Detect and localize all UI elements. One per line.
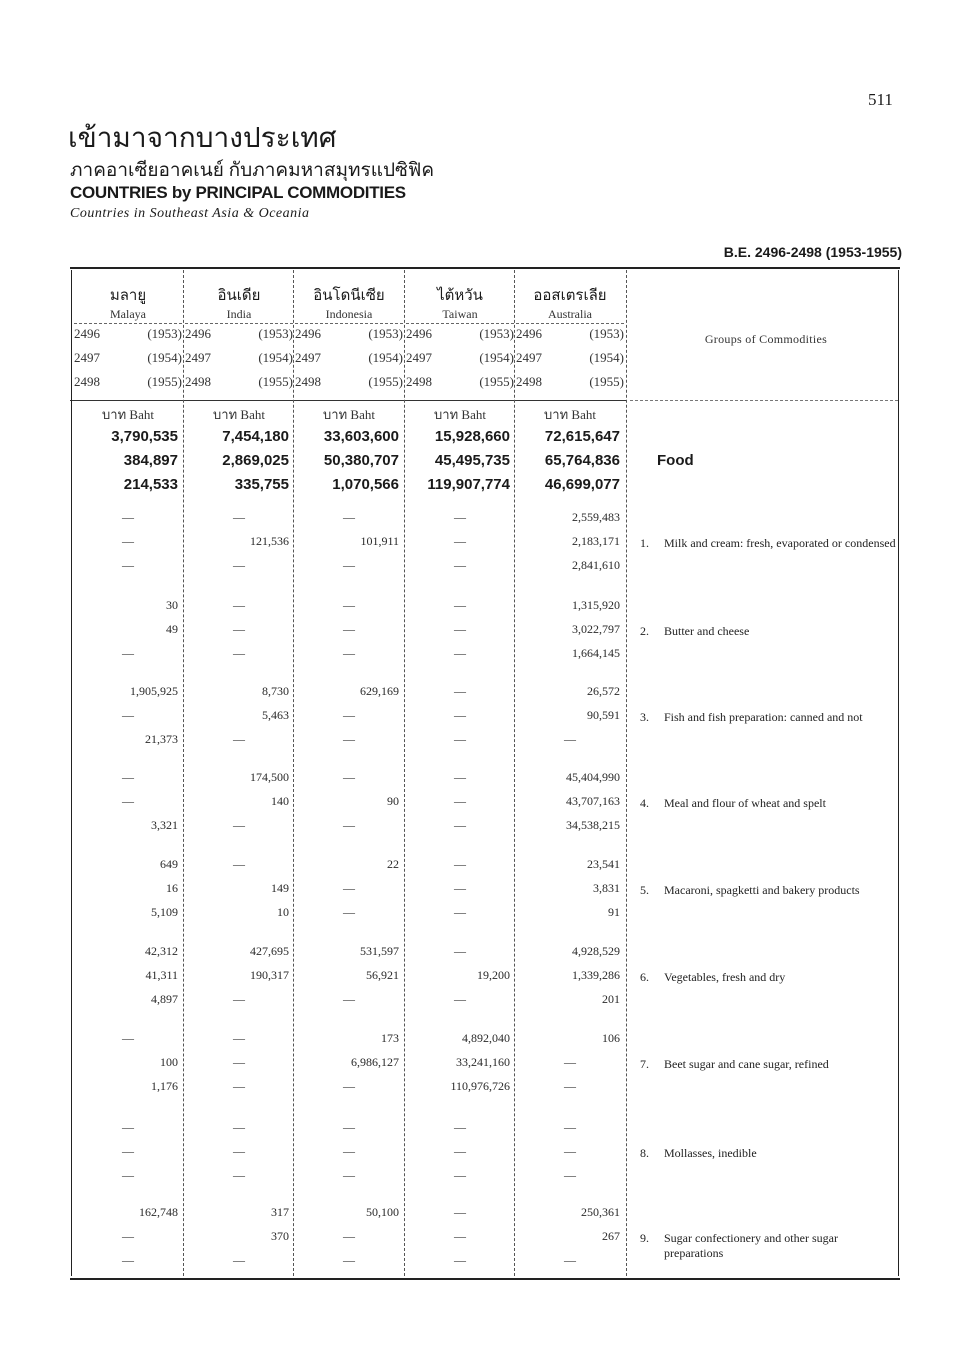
year-be: 2498 [185,374,211,389]
empty-cell: — [233,622,245,636]
empty-cell: — [454,944,466,958]
table-cell: 190,317 [250,968,289,982]
empty-cell: — [454,857,466,871]
commodity-label [640,624,896,639]
table-cell: 317 [271,1205,289,1219]
empty-cell: — [233,510,245,524]
empty-cell: — [564,1144,576,1158]
year-label [295,350,403,366]
table-cell: 91 [608,905,620,919]
column-header [185,283,293,324]
column-header-english: Taiwan [406,307,514,324]
year-ce: (1953) [147,326,182,341]
empty-cell: — [564,1055,576,1069]
food-total-value: 7,454,180 [222,428,289,445]
empty-cell: — [454,770,466,784]
empty-cell: — [122,510,134,524]
unit-label: บาท Baht [323,407,375,422]
food-total-value: 45,495,735 [434,452,510,469]
column-header [406,283,514,324]
empty-cell: — [343,881,355,895]
empty-cell: — [454,1229,466,1243]
empty-cell: — [233,1168,245,1182]
empty-cell: — [343,1144,355,1158]
empty-cell: — [454,732,466,746]
column-divider [404,270,405,1276]
table-cell: 106 [602,1031,620,1045]
year-ce: (1955) [147,374,182,389]
empty-cell: — [454,794,466,808]
column-header-english: Indonesia [295,307,403,324]
year-be: 2496 [516,326,542,341]
empty-cell: — [454,558,466,572]
empty-cell: — [122,1144,134,1158]
table-cell: 149 [271,881,289,895]
empty-cell: — [343,646,355,660]
year-ce: (1954) [479,350,514,365]
food-total-value: 214,533 [123,476,178,493]
empty-cell: — [343,510,355,524]
empty-cell: — [454,708,466,722]
empty-cell: — [122,1229,134,1243]
table-cell: 33,241,160 [456,1055,510,1069]
column-header [516,283,624,324]
empty-cell: — [343,770,355,784]
empty-cell: — [122,794,134,808]
empty-cell: — [454,622,466,636]
empty-cell: — [343,708,355,722]
empty-cell: — [233,1253,245,1267]
table-cell: 121,536 [250,534,289,548]
table-cell: 21,373 [145,732,178,746]
empty-cell: — [122,1253,134,1267]
food-total-value: 15,928,660 [434,428,510,445]
empty-cell: — [454,646,466,660]
table-cell: 43,707,163 [566,794,620,808]
year-label [74,326,182,342]
empty-cell: — [233,558,245,572]
column-header [295,283,403,324]
column-header-english: Malaya [74,307,182,324]
commodity-name: Vegetables, fresh and dry [664,970,786,984]
table-cell: 531,597 [360,944,399,958]
table-cell: 4,928,529 [572,944,620,958]
empty-cell: — [454,510,466,524]
empty-cell: — [343,1253,355,1267]
year-ce: (1955) [479,374,514,389]
commodity-name: Butter and cheese [664,624,750,638]
empty-cell: — [233,992,245,1006]
commodity-label [640,710,896,725]
column-divider [626,270,627,1276]
empty-cell: — [122,646,134,660]
column-header-english: India [185,307,293,324]
year-ce: (1954) [147,350,182,365]
page-subtitle-thai: ภาคอาเซียอาคเนย์ กับภาคมหาสมุทรแปซิฟิค [70,160,435,181]
table-cell: 90,591 [587,708,620,722]
year-be: 2496 [74,326,100,341]
table-cell: 1,315,920 [572,598,620,612]
year-be: 2498 [74,374,100,389]
empty-cell: — [233,646,245,660]
empty-cell: — [343,992,355,1006]
table-cell: 49 [166,622,178,636]
table-cell: 5,463 [262,708,289,722]
table-cell: 5,109 [151,905,178,919]
empty-cell: — [564,1253,576,1267]
table-left-border [71,270,72,1276]
year-be: 2498 [295,374,321,389]
empty-cell: — [343,1120,355,1134]
column-header-thai: อินเดีย [217,288,261,304]
table-cell: 629,169 [360,684,399,698]
table-cell: 8,730 [262,684,289,698]
empty-cell: — [454,881,466,895]
commodity-label [640,1231,896,1261]
empty-cell: — [233,818,245,832]
empty-cell: — [122,1120,134,1134]
table-top-rule [70,267,900,269]
commodity-label [640,796,896,811]
table-cell: 90 [387,794,399,808]
table-cell: 3,022,797 [572,622,620,636]
table-cell: 250,361 [581,1205,620,1219]
food-total-value: 50,380,707 [323,452,399,469]
empty-cell: — [454,598,466,612]
empty-cell: — [233,1055,245,1069]
empty-cell: — [233,857,245,871]
commodity-name: Milk and cream: fresh, evaporated or condensed [664,536,896,550]
column-divider [514,270,515,1276]
groups-of-commodities-header: Groups of Commodities [704,332,828,346]
column-header-thai: อินโดนีเซีย [313,288,385,304]
commodity-name: Macaroni, spagketti and bakery products [664,883,860,897]
table-cell: 201 [602,992,620,1006]
food-total-value: 119,907,774 [427,476,510,493]
food-total-value: 65,764,836 [544,452,620,469]
year-ce: (1953) [368,326,403,341]
table-cell: 6,986,127 [351,1055,399,1069]
column-divider [293,270,294,1276]
empty-cell: — [122,1168,134,1182]
year-be: 2497 [406,350,432,365]
page-number: 511 [868,90,893,109]
empty-cell: — [454,1120,466,1134]
table-cell: 101,911 [360,534,399,548]
food-total-value: 1,070,566 [332,476,399,493]
year-be: 2497 [295,350,321,365]
commodity-name: Mollasses, inedible [664,1146,757,1160]
table-cell: 19,200 [477,968,510,982]
unit-label: บาท Baht [102,407,154,422]
commodity-label [640,1146,896,1161]
year-label [516,350,624,366]
year-label [185,326,293,342]
empty-cell: — [233,732,245,746]
food-total-value: 335,755 [234,476,289,493]
table-cell: 50,100 [366,1205,399,1219]
table-cell: 30 [166,598,178,612]
year-label [516,326,624,342]
table-cell: 2,559,483 [572,510,620,524]
table-cell: 2,183,171 [572,534,620,548]
empty-cell: — [454,534,466,548]
table-cell: 110,976,726 [450,1079,510,1093]
column-header-thai: ไต้หวัน [437,288,483,304]
period-label: B.E. 2496-2498 (1953-1955) [723,244,902,260]
commodity-name: Beet sugar and cane sugar, refined [664,1057,829,1071]
empty-cell: — [454,1205,466,1219]
year-be: 2497 [185,350,211,365]
table-cell: 42,312 [145,944,178,958]
table-right-border [898,270,899,1276]
food-total-value: 46,699,077 [544,476,620,493]
year-be: 2498 [406,374,432,389]
year-ce: (1953) [479,326,514,341]
empty-cell: — [122,1031,134,1045]
year-ce: (1954) [258,350,293,365]
year-label [74,374,182,390]
unit-label: บาท Baht [434,407,486,422]
year-label [185,350,293,366]
column-divider [183,270,184,1276]
commodity-label [640,1057,896,1072]
empty-cell: — [343,818,355,832]
table-cell: 3,321 [151,818,178,832]
food-total-value: 3,790,535 [111,428,178,445]
year-ce: (1953) [258,326,293,341]
year-ce: (1955) [368,374,403,389]
table-cell: 22 [387,857,399,871]
year-label [516,374,624,390]
page-subtitle-english: Countries in Southeast Asia & Oceania [70,206,310,221]
table-cell: 26,572 [587,684,620,698]
year-be: 2497 [516,350,542,365]
table-cell: 173 [381,1031,399,1045]
table-cell: 45,404,990 [566,770,620,784]
commodity-number: 6. [640,970,649,984]
table-cell: 427,695 [250,944,289,958]
unit-label: บาท Baht [544,407,596,422]
table-cell: 41,311 [145,968,178,982]
table-cell: 34,538,215 [566,818,620,832]
column-header-english: Australia [516,307,624,324]
year-ce: (1953) [589,326,624,341]
empty-cell: — [122,770,134,784]
table-cell: 174,500 [250,770,289,784]
year-be: 2497 [74,350,100,365]
year-ce: (1955) [589,374,624,389]
year-label [295,374,403,390]
food-total-value: 72,615,647 [544,428,620,445]
empty-cell: — [564,1168,576,1182]
commodity-name: Meal and flour of wheat and spelt [664,796,826,810]
empty-cell: — [454,1144,466,1158]
table-cell: 649 [160,857,178,871]
empty-cell: — [233,1120,245,1134]
table-cell: 4,897 [151,992,178,1006]
commodity-number: 5. [640,883,649,897]
year-label [406,326,514,342]
table-cell: 3,831 [593,881,620,895]
table-bottom-rule [70,1278,900,1280]
commodity-label [640,970,896,985]
header-divider-dashed [630,400,898,401]
empty-cell: — [122,708,134,722]
column-header [74,283,182,324]
commodity-label [640,883,896,898]
empty-cell: — [343,732,355,746]
empty-cell: — [122,534,134,548]
table-cell: 10 [277,905,289,919]
commodity-number: 8. [640,1146,649,1160]
year-be: 2496 [295,326,321,341]
empty-cell: — [233,1144,245,1158]
year-be: 2498 [516,374,542,389]
commodity-number: 2. [640,624,649,638]
empty-cell: — [564,1079,576,1093]
commodity-label [640,536,896,551]
empty-cell: — [233,1031,245,1045]
food-total-value: 33,603,600 [323,428,399,445]
year-label [406,350,514,366]
empty-cell: — [122,558,134,572]
year-label [406,374,514,390]
empty-cell: — [343,598,355,612]
table-cell: 1,905,925 [130,684,178,698]
column-header-thai: ออสเตรเลีย [533,288,607,304]
year-label [74,350,182,366]
column-header-thai: มลายู [109,288,147,304]
food-total-value: 2,869,025 [222,452,289,469]
table-cell: 1,176 [151,1079,178,1093]
commodity-number: 1. [640,536,649,550]
commodity-name: Fish and fish preparation: canned and not [664,710,863,724]
empty-cell: — [343,622,355,636]
table-cell: 1,664,145 [572,646,620,660]
commodity-number: 4. [640,796,649,810]
year-be: 2496 [406,326,432,341]
header-divider [70,400,626,401]
commodity-number: 3. [640,710,649,724]
year-ce: (1954) [368,350,403,365]
unit-label: บาท Baht [213,407,265,422]
page-title-thai: เข้ามาจากบางประเทศ [68,123,337,154]
empty-cell: — [343,1229,355,1243]
empty-cell: — [343,558,355,572]
commodity-number: 7. [640,1057,649,1071]
food-label: Food [657,452,694,469]
empty-cell: — [454,905,466,919]
table-cell: 267 [602,1229,620,1243]
table-cell: 162,748 [139,1205,178,1219]
table-cell: 56,921 [366,968,399,982]
table-cell: 1,339,286 [572,968,620,982]
empty-cell: — [233,1079,245,1093]
empty-cell: — [454,1253,466,1267]
empty-cell: — [454,1168,466,1182]
table-cell: 23,541 [587,857,620,871]
empty-cell: — [564,732,576,746]
year-ce: (1955) [258,374,293,389]
food-total-value: 384,897 [123,452,178,469]
empty-cell: — [454,818,466,832]
empty-cell: — [233,598,245,612]
table-cell: 16 [166,881,178,895]
table-cell: 100 [160,1055,178,1069]
empty-cell: — [343,1168,355,1182]
empty-cell: — [454,684,466,698]
table-cell: 140 [271,794,289,808]
year-be: 2496 [185,326,211,341]
page-title-english: COUNTRIES by PRINCIPAL COMMODITIES [70,183,406,202]
empty-cell: — [343,905,355,919]
commodity-name: Sugar confectionery and other sugar preparations [664,1231,838,1260]
empty-cell: — [564,1120,576,1134]
empty-cell: — [343,1079,355,1093]
empty-cell: — [454,992,466,1006]
table-cell: 2,841,610 [572,558,620,572]
table-cell: 370 [271,1229,289,1243]
commodity-number: 9. [640,1231,649,1245]
year-label [185,374,293,390]
year-ce: (1954) [589,350,624,365]
table-cell: 4,892,040 [462,1031,510,1045]
year-label [295,326,403,342]
